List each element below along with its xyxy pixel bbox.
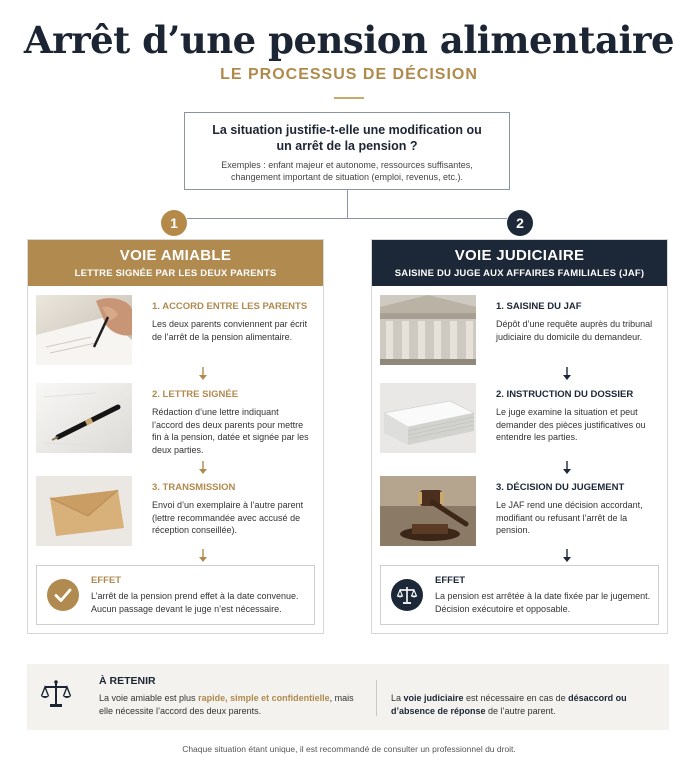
step-title: 2. LETTRE SIGNÉE bbox=[152, 389, 239, 400]
pen-on-paper-photo bbox=[36, 383, 132, 453]
panel-header bbox=[28, 240, 323, 286]
badge-judiciaire: 2 bbox=[507, 210, 533, 236]
question-examples: Exemples : enfant majeur et autonome, ressources suffisantes, changement important de situation (emploi, revenus, etc.). bbox=[221, 160, 473, 182]
step-title: 2. INSTRUCTION DU DOSSIER bbox=[496, 389, 634, 400]
step-title: 1. ACCORD ENTRE LES PARENTS bbox=[152, 301, 308, 312]
retain-box bbox=[27, 664, 669, 730]
document-stack-photo bbox=[380, 383, 476, 453]
step-title: 1. SAISINE DU JAF bbox=[496, 301, 582, 312]
arrow-down-icon bbox=[562, 367, 572, 381]
writing-hand-photo bbox=[36, 295, 132, 365]
envelope-photo bbox=[36, 476, 132, 546]
effect-title: EFFET bbox=[435, 575, 466, 586]
step-accord bbox=[36, 295, 315, 365]
retain-left-text bbox=[99, 692, 369, 718]
page-title: Arrêt d’une pension alimentaire bbox=[23, 18, 675, 62]
step-lettre bbox=[36, 383, 315, 453]
footer-note: Chaque situation étant unique, il est recommandé de consulter un professionnel du droit. bbox=[182, 744, 516, 754]
step-title: 3. TRANSMISSION bbox=[152, 482, 236, 493]
scales-icon bbox=[39, 677, 73, 711]
step-description: Le juge examine la situation et peut demander des pièces justificatives ou entendre les parties. bbox=[496, 407, 646, 442]
gavel-photo bbox=[380, 476, 476, 546]
badge-amiable: 1 bbox=[161, 210, 187, 236]
retain-text: La bbox=[391, 693, 404, 703]
scales-icon bbox=[391, 579, 423, 611]
step-description: Envoi d’un exemplaire à l’autre parent (lettre recommandée avec accusé de réception conseillée). bbox=[152, 500, 304, 535]
check-icon bbox=[47, 579, 79, 611]
effect-box bbox=[380, 565, 659, 625]
panel-title: VOIE AMIABLE bbox=[119, 247, 232, 264]
step-title: 3. DÉCISION DU JUGEMENT bbox=[496, 482, 625, 493]
arrow-down-icon bbox=[562, 461, 572, 475]
retain-right-text bbox=[391, 692, 661, 718]
step-decision bbox=[380, 476, 659, 546]
effect-description: La pension est arrêtée à la date fixée par le jugement. Décision exécutoire et opposable. bbox=[435, 591, 651, 614]
retain-highlight: désaccord ou d’absence de réponse bbox=[391, 693, 627, 716]
panel-subtitle: LETTRE SIGNÉE PAR LES DEUX PARENTS bbox=[74, 268, 277, 279]
arrow-down-icon bbox=[562, 549, 572, 563]
connector-horizontal bbox=[187, 218, 507, 219]
retain-highlight: voie judiciaire bbox=[403, 693, 464, 703]
retain-divider bbox=[376, 680, 377, 716]
panel-header bbox=[372, 240, 667, 286]
question-box bbox=[184, 112, 510, 190]
step-instruction bbox=[380, 383, 659, 453]
arrow-down-icon bbox=[198, 549, 208, 563]
retain-highlight: rapide, simple et confidentielle bbox=[198, 693, 330, 703]
step-saisine bbox=[380, 295, 659, 365]
retain-text: est nécessaire en cas de bbox=[463, 693, 569, 703]
page-subtitle: LE PROCESSUS DE DÉCISION bbox=[220, 66, 478, 83]
effect-box bbox=[36, 565, 315, 625]
panel-subtitle: SAISINE DU JUGE AUX AFFAIRES FAMILIALES (JAF) bbox=[394, 268, 645, 279]
arrow-down-icon bbox=[198, 461, 208, 475]
panel-voie-amiable bbox=[27, 239, 324, 634]
step-description: Rédaction d’une lettre indiquant l’accord des deux parents pour mettre fin à la pension, datée et signée par les deux parties. bbox=[152, 407, 309, 455]
retain-text: La voie amiable est plus bbox=[99, 693, 199, 703]
retain-title: À RETENIR bbox=[99, 675, 156, 687]
connector-vertical bbox=[347, 190, 348, 218]
panel-voie-judiciaire bbox=[371, 239, 668, 634]
step-transmission bbox=[36, 476, 315, 546]
step-description: Le JAF rend une décision accordant, modifiant ou refusant l’arrêt de la pension. bbox=[496, 500, 643, 535]
retain-text: de l’autre parent. bbox=[485, 706, 556, 716]
retain-text: , mais elle nécessite l’accord des deux parents. bbox=[99, 693, 354, 716]
step-description: Dépôt d’une requête auprès du tribunal judiciaire du domicile du demandeur. bbox=[496, 319, 653, 342]
courthouse-photo bbox=[380, 295, 476, 365]
panel-title: VOIE JUDICIAIRE bbox=[454, 247, 585, 264]
title-divider bbox=[334, 97, 364, 99]
arrow-down-icon bbox=[198, 367, 208, 381]
step-description: Les deux parents conviennent par écrit de l’arrêt de la pension alimentaire. bbox=[152, 319, 308, 342]
effect-description: L’arrêt de la pension prend effet à la date convenue. Aucun passage devant le juge n’est nécessaire. bbox=[91, 591, 299, 614]
question-text: La situation justifie-t-elle une modification ou un arrêt de la pension ? bbox=[212, 123, 482, 153]
effect-title: EFFET bbox=[91, 575, 122, 586]
